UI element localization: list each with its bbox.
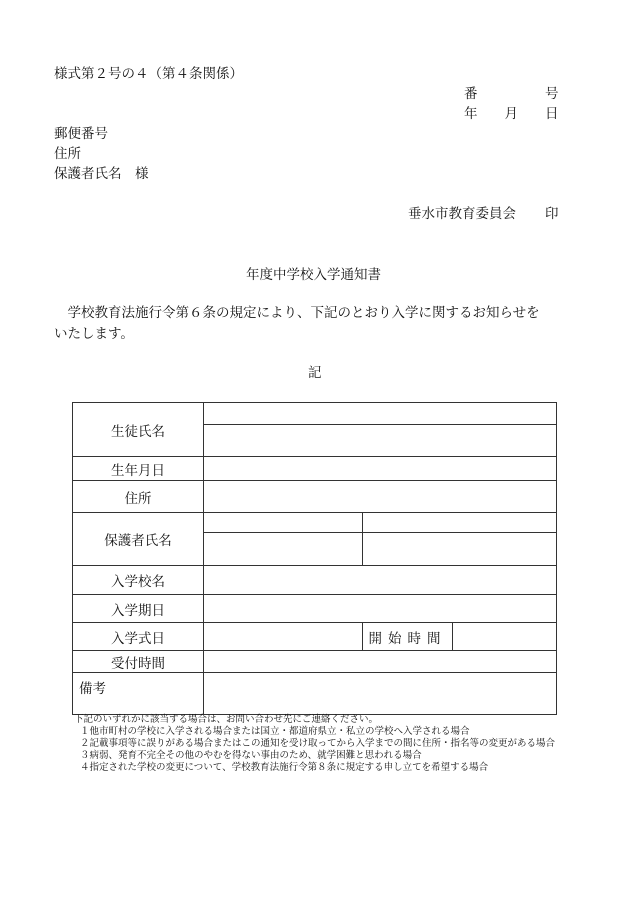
- footnote-item: ３病弱、発育不完全その他のやむを得ない事由のため、就学困難と思われる場合: [80, 750, 422, 761]
- footnote-item: ４指定された学校の変更について、学校教育法施行令第８条に規定する申し立てを希望する場合: [80, 762, 489, 773]
- ceremony-date-label: 入学式日: [73, 623, 204, 651]
- postal-code-label: 郵便番号: [54, 126, 108, 142]
- start-time-label: 開始時間: [363, 623, 453, 651]
- entry-date-label: 入学期日: [73, 595, 204, 623]
- guardian-name-cell-2[interactable]: [363, 533, 557, 566]
- number-label: 番 号: [464, 86, 559, 102]
- remarks-label: 備考: [73, 673, 204, 715]
- school-name-cell[interactable]: [204, 566, 557, 595]
- ceremony-date-cell[interactable]: [204, 623, 363, 651]
- document-title: 年度中学校入学通知書: [246, 267, 381, 283]
- remarks-cell[interactable]: [204, 673, 557, 715]
- seal-mark: 印: [545, 206, 559, 222]
- date-label: 年 月 日: [464, 106, 559, 122]
- guardian-kana-cell-1[interactable]: [204, 513, 363, 533]
- student-name-kana-cell[interactable]: [204, 403, 557, 425]
- birth-date-cell[interactable]: [204, 457, 557, 481]
- start-time-cell[interactable]: [453, 623, 557, 651]
- notice-table: [72, 402, 557, 715]
- guardian-name-cell-1[interactable]: [204, 533, 363, 566]
- body-line-2: いたします。: [54, 326, 134, 342]
- footnote-item: ２記載事項等に誤りがある場合またはこの通知を受け取ってから入学までの間に住所・指名等の変更がある場合: [80, 738, 556, 749]
- student-name-label: 生徒氏名: [73, 403, 204, 457]
- guardian-name-label: 保護者氏名 様: [54, 166, 149, 182]
- guardian-row-label: 保護者氏名: [73, 513, 204, 566]
- birth-date-label: 生年月日: [73, 457, 204, 481]
- student-name-cell[interactable]: [204, 425, 557, 457]
- form-number: 様式第２号の４（第４条関係）: [54, 66, 243, 82]
- address-cell[interactable]: [204, 481, 557, 513]
- guardian-kana-cell-2[interactable]: [363, 513, 557, 533]
- address-row-label: 住所: [73, 481, 204, 513]
- issuer: 垂水市教育委員会: [408, 206, 516, 222]
- ki-label: 記: [308, 365, 322, 381]
- school-name-label: 入学校名: [73, 566, 204, 595]
- footnote-item: １他市町村の学校に入学される場合または国立・都道府県立・私立の学校へ入学される場合: [80, 726, 470, 737]
- entry-date-cell[interactable]: [204, 595, 557, 623]
- body-line-1: 学校教育法施行令第６条の規定により、下記のとおり入学に関するお知らせを: [54, 305, 540, 321]
- reception-time-cell[interactable]: [204, 651, 557, 673]
- reception-time-label: 受付時間: [73, 651, 204, 673]
- address-label: 住所: [54, 146, 81, 162]
- footnote-intro: 下記のいずれかに該当する場合は、お問い合わせ先にご連絡ください。: [74, 714, 379, 725]
